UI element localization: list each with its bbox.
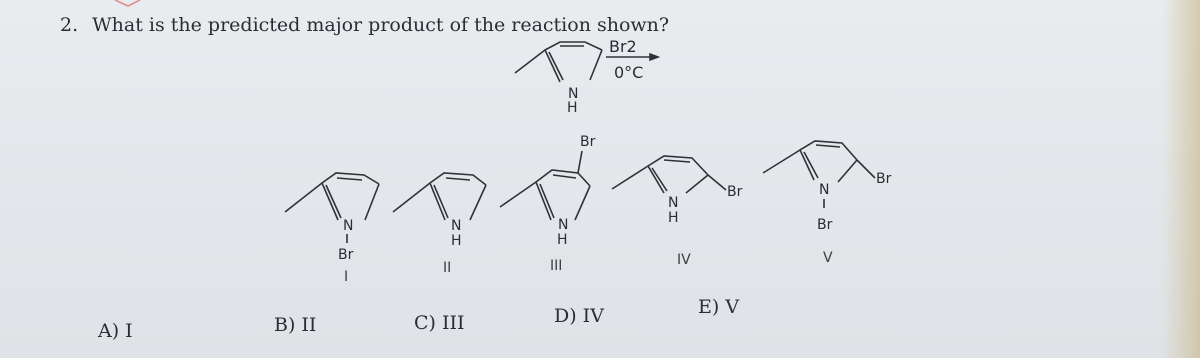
structure-i	[285, 173, 379, 263]
structure-v-n-br-label: Br	[817, 217, 833, 233]
question-text: What is the predicted major product of the reaction shown?	[92, 14, 670, 36]
structure-i-n-label: N	[343, 218, 354, 234]
reactant-structure	[515, 42, 602, 116]
structure-iv-n-label: N	[668, 195, 679, 211]
structure-iii	[500, 134, 596, 248]
structure-label-ii: II	[443, 260, 452, 276]
structure-iv-h-label: H	[668, 210, 679, 226]
structure-iv	[612, 156, 743, 226]
structure-iii-br-label: Br	[580, 134, 596, 150]
structure-i-br-label: Br	[338, 247, 354, 263]
question-number: 2.	[60, 14, 79, 36]
reactant-n-label: N	[568, 86, 579, 102]
reagent-label: Br2	[609, 37, 637, 56]
structure-label-i: I	[344, 269, 349, 285]
structure-ii-n-label: N	[451, 218, 462, 234]
choice-c[interactable]: C) III	[414, 312, 465, 334]
condition-label: 0°C	[614, 63, 644, 82]
structure-v	[763, 141, 892, 233]
choice-a[interactable]: A) I	[98, 320, 133, 342]
choice-e[interactable]: E) V	[698, 296, 740, 318]
structure-label-iv: IV	[677, 252, 691, 268]
structure-label-iii: III	[550, 258, 563, 274]
reaction-arrow	[606, 37, 658, 82]
choice-b[interactable]: B) II	[274, 314, 317, 336]
structure-v-n-label: N	[819, 182, 830, 198]
structure-iv-br-label: Br	[727, 184, 743, 200]
choice-d[interactable]: D) IV	[554, 305, 604, 327]
structure-ii	[393, 173, 486, 249]
reactant-h-label: H	[567, 100, 578, 116]
structure-label-v: V	[823, 250, 833, 266]
structure-iii-h-label: H	[557, 232, 568, 248]
structure-iii-n-label: N	[558, 217, 569, 233]
structure-v-ring-br-label: Br	[876, 171, 892, 187]
structure-ii-h-label: H	[451, 233, 462, 249]
